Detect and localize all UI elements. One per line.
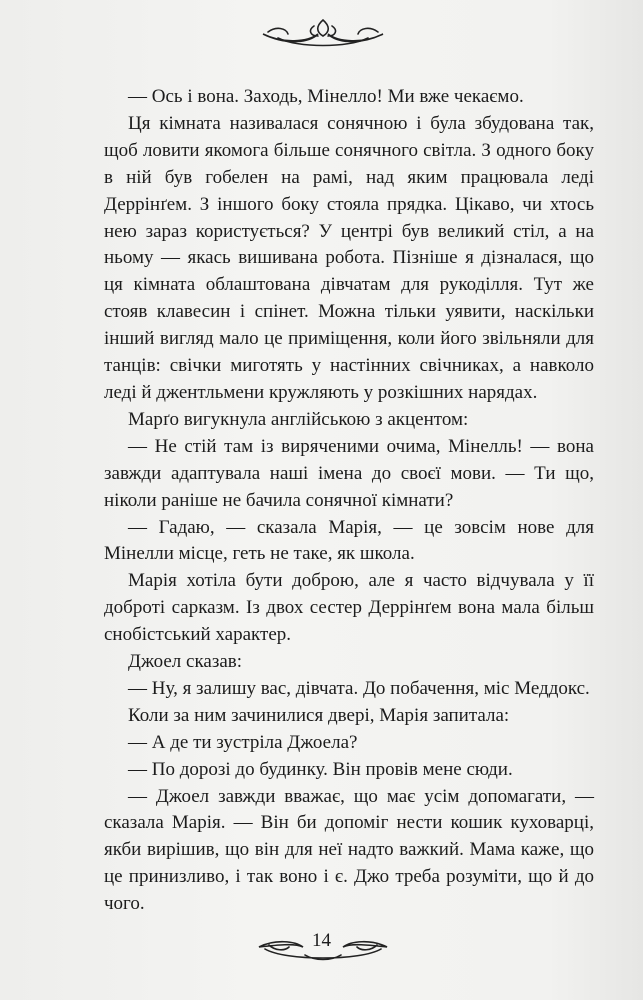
paragraph: Марґо вигукнула англійською з акцентом: bbox=[128, 408, 469, 430]
paragraph: Коли за ним зачинилися двері, Марія запитала: bbox=[128, 704, 510, 726]
paragraph: — Ось і вона. Заходь, Мінелло! Ми вже чекаємо. bbox=[128, 86, 524, 107]
paragraph: — Не стій там із виряченими очима, Мінелль! — вона завжди адаптувала наші імена до своєї мови. — Ти що, ніколи раніше не бачила сонячної кімнати? bbox=[104, 435, 594, 511]
paragraph: Ця кімната називалася сонячною і була збудована так, щоб ловити якомога більше сонячного світла. З одного боку в ній був гобелен на рамі, над яким працювала леді Деррінґем. З іншого боку стояла прядка. Цікаво, чи хтось нею зараз користується? У центрі був великий стіл, а на ньому — якась вишивана робота. Пізніше я дізналася, що ця кімната облаштована дівчатам для рукоділля. Тут же стояв клавесин і спінет. Можна тільки уявити, наскільки інший вигляд мало це приміщення, коли його звільняли для танців: свічки миготять у настінних свічниках, а навколо леді й джентльмени кружляють у розкішних нарядах. bbox=[104, 112, 594, 403]
paragraph: — А де ти зустріла Джоела? bbox=[128, 731, 358, 753]
page-number: 14 bbox=[312, 930, 331, 951]
paragraph: — Ну, я залишу вас, дівчата. До побачення, міс Меддокс. bbox=[128, 677, 590, 699]
paragraph: — По дорозі до будинку. Він провів мене сюди. bbox=[128, 758, 513, 780]
paragraph: Марія хотіла бути доброю, але я часто відчувала у її доброті сарказм. Із двох сестер Деррінґем вона мала більш снобістський характер. bbox=[104, 570, 594, 646]
paragraph: — Джоел завжди вважає, що має усім допомагати, — сказала Марія. — Він би допоміг нести кошик куховарці, якби вирішив, що він для неї надто важкий. Мама каже, що це принизливо, і так воно і є. Джо треба розуміти, що й до чого. bbox=[104, 785, 594, 915]
top-ornament-icon bbox=[258, 14, 388, 50]
paragraph: — Гадаю, — сказала Марія, — це зовсім нове для Мінелли місце, геть не таке, як школа. bbox=[104, 516, 594, 565]
paragraph: Джоел сказав: bbox=[128, 651, 243, 673]
body-text bbox=[104, 84, 594, 918]
